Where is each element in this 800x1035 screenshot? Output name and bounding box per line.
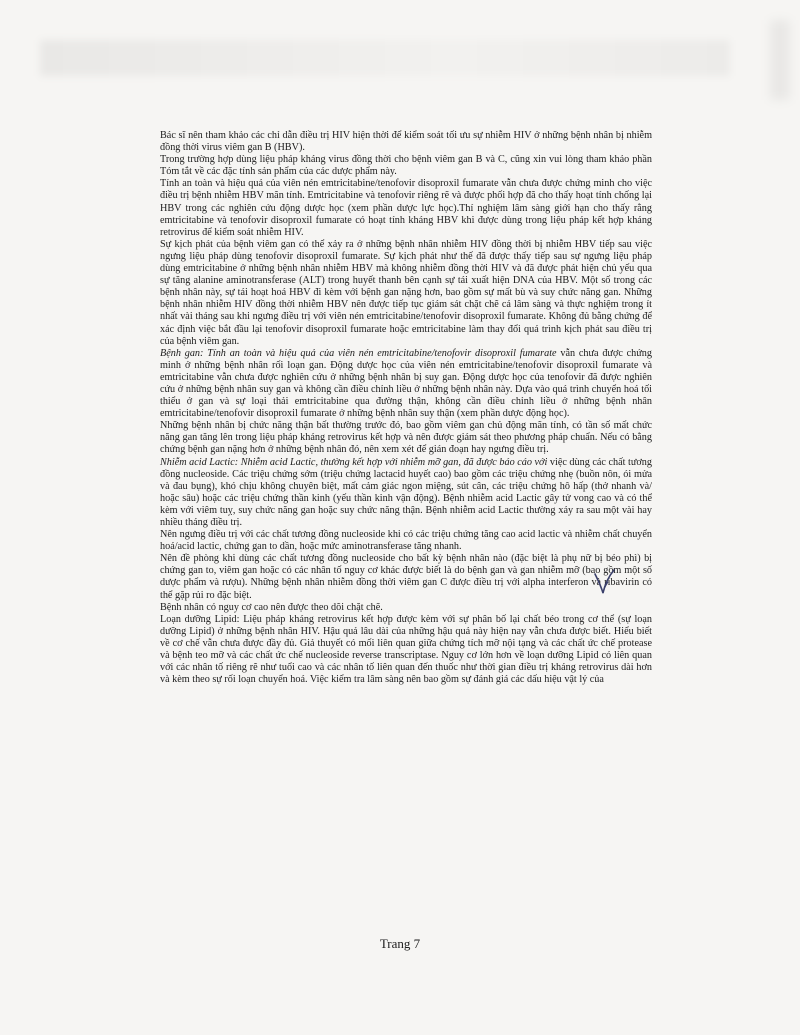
paragraph-hepatitis-exacerbation: Sự kịch phát của bệnh viêm gan có thể xảy ra ở những bệnh nhân nhiễm HIV đồng thời bị nhiễm HBV tiếp sau việc ngưng liệu pháp dùng tenofovir disoproxil fumarate. Sự kịch phát như thế đã được thấy tiếp sau sự ngưng liệu pháp dùng emtricitabine ở những bệnh nhân nhiễm HBV mà không nhiễm đồng thời HIV và đã được phát hiện chủ yếu qua sự tăng alanine aminotransferase (ALT) trong huyết thanh bên cạnh sự tái xuất hiện DNA của HBV. Một số trong các bệnh nhân này, sự tái hoạt hoá HBV đi kèm với bệnh gan nặng hơn, bao gồm sự mất bù và suy chức năng gan. Những bệnh nhân nhiễm HIV đồng thời nhiễm HBV nên được tiếp tục giám sát chặt chẽ cả lâm sàng và thực nghiệm trong ít nhất vài tháng sau khi ngưng điều trị với viên nén emtricitabine/tenofovir disoproxil fumarate. Không đủ bằng chứng để xác định việc bắt đầu lại tenofovir disoproxil fumarate hoặc emtricitabine làm thay đổi quá trình kịch phát sau điều trị của bệnh viêm gan. <box>160 238 652 347</box>
paragraph-liver-disease <box>160 348 652 421</box>
scan-shadow <box>40 40 730 76</box>
liver-disease-lead: Bệnh gan: Tính an toàn và hiệu quả của viên nén emtricitabine/tenofovir disoproxil fumarate <box>160 347 557 359</box>
lactic-acidosis-lead: Nhiễm acid Lactic: Nhiễm acid Lactic, thường kết hợp với nhiễm mỡ gan, đã được báo cáo với <box>160 456 548 468</box>
liver-disease-text: vẫn chưa được chứng minh ở những bệnh nhân rối loạn gan. Động dược học của viên nén emtricitabine/tenofovir disoproxil fumarate và emtricitabine vẫn chưa được nghiên cứu ở những bệnh nhân bị suy gan. Động dược học của tenofovir đã được nghiên cứu ở những bệnh nhân suy gan và không cần điều chỉnh liều ở những bệnh nhân này. Dựa vào quá trình chuyển hoá tối thiểu ở gan và sự loại thải emtricitabine qua đường thận, không cần điều chỉnh liều ở những bệnh nhân emtricitabine/tenofovir disoproxil fumarate ở những bệnh nhân suy thận (xem phần dược động học). <box>160 347 652 420</box>
paragraph-monitoring: Bệnh nhân có nguy cơ cao nên được theo dõi chặt chẽ. <box>160 601 383 613</box>
paragraph-lactic-acidosis <box>160 457 652 530</box>
document-body <box>160 130 652 686</box>
lactic-acidosis-text: việc dùng các chất tương đồng nucleoside. Các triệu chứng sớm (triệu chứng lactacid huyết cao) bao gồm các triệu chứng nhẹ (buồn nôn, ói mửa và đau bụng), khó chịu không chuyên biệt, mất cảm giác ngon miệng, sút cân, các triệu chứng hô hấp (thở nhanh và/ hoặc sâu) hoặc các triệu chứng thần kinh (yếu thần kinh vận động). Bệnh nhiễm acid Lactic gây tử vong cao và có thể kèm với viêm tuỵ, suy chức năng gan hoặc suy chức năng thận. Bệnh nhiễm acid Lactic thường xảy ra sau một vài hay nhiều tháng điều trị. <box>160 456 652 528</box>
paragraph-stop-treatment: Nên ngưng điều trị với các chất tương đồng nucleoside khi có các triệu chứng tăng cao acid lactic và nhiễm chất chuyển hoá/acid lactic, chứng gan to dần, hoặc mức aminotransferase tăng nhanh. <box>160 529 652 553</box>
paragraph-safety-efficacy: Tính an toàn và hiệu quả của viên nén emtricitabine/tenofovir disoproxil fumarate vẫn chưa được chứng minh cho việc điều trị bệnh nhiễm HBV mãn tính. Emtricitabine và tenofovir riêng rẽ và được phối hợp đã cho thấy hoạt tính chống lại HBV trong các nghiên cứu động dược học (xem phần dược lực học).Thí nghiệm lâm sàng giới hạn cho thấy rằng emtricitabine và tenofovir disoproxil fumarate có hoạt tính kháng HBV khi được dùng trong liệu pháp kết hợp kháng retrovirus để kiểm soát nhiễm HIV. <box>160 178 652 238</box>
paragraph-hiv-guidance: Bác sĩ nên tham khảo các chỉ dẫn điều trị HIV hiện thời để kiểm soát tối ưu sự nhiễm HIV ở những bệnh nhân bị nhiễm đồng thời virus viêm gan B (HBV). <box>160 130 652 154</box>
pen-checkmark-icon <box>592 568 616 596</box>
paragraph-liver-dysfunction: Những bệnh nhân bị chức năng thận bất thường trước đó, bao gồm viêm gan chủ động mãn tính, có tần số mất chức năng gan tăng lên trong liệu pháp kháng retrovirus kết hợp và nên được giám sát theo phương pháp chuẩn. Nếu có bằng chứng bệnh gan nặng hơn ở những bệnh nhân đó, nên xem xét để gián đoạn hay ngưng điều trị. <box>160 420 652 456</box>
scan-shadow-edge <box>770 20 790 100</box>
paragraph-lipodystrophy: Loạn dưỡng Lipid: Liệu pháp kháng retrovirus kết hợp được kèm với sự phân bố lại chất béo trong cơ thể (sự loạn dưỡng Lipid) ở những bệnh nhân HIV. Hậu quả lâu dài của những hậu quả này hiện nay vẫn chưa được biết. Hiểu biết về cơ chế vẫn chưa được đầy đủ. Giả thuyết có mối liên quan giữa chứng tích mỡ nội tạng và các chất ức chế protease và bệnh teo mỡ và các chất ức chế nucleoside reverse transcriptase. Nguy cơ lớn hơn về loạn dưỡng Lipid có liên quan với các nhân tố riêng rẽ như tuổi cao và các nhân tố liên quan đến thuốc như thời gian điều trị kháng retrovirus dài hơn và kèm theo sự rối loạn chuyển hoá. Việc kiểm tra lâm sàng nên bao gồm sự đánh giá các dấu hiệu vật lý của <box>160 613 652 686</box>
paragraph-hepatitis-bc: Trong trường hợp dùng liệu pháp kháng virus đồng thời cho bệnh viêm gan B và C, cũng xin vui lòng tham khảo phần Tóm tắt về các đặc tính sản phẩm của các dược phẩm này. <box>160 154 652 178</box>
paragraph-caution: Nên đề phòng khi dùng các chất tương đồng nucleoside cho bất kỳ bệnh nhân nào (đặc biệt là phụ nữ bị béo phì) bị chứng gan to, viêm gan hoặc có các nhân tố nguy cơ khác được biết là do bệnh gan và gan nhiễm mỡ (bao gồm một số dược phẩm và rượu). Những bệnh nhân nhiễm đồng thời viêm gan C được điều trị với alpha interferon và ribavirin có thể gặp rủi ro đặc biệt. <box>160 553 652 601</box>
page-number: Trang 7 <box>379 936 421 951</box>
